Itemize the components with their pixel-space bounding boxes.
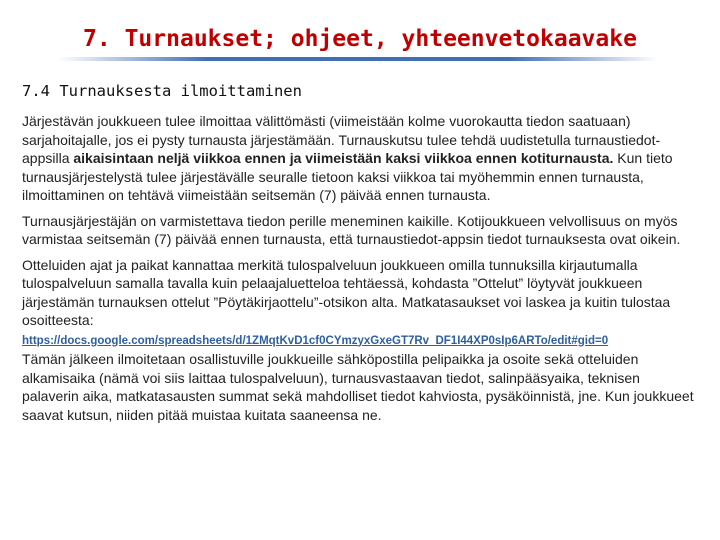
slide-title: 7. Turnaukset; ohjeet, yhteenvetokaavake xyxy=(83,26,637,52)
body-text xyxy=(22,112,700,431)
paragraph-text: Kun tieto turnausjärjestelystä tulee järjestävälle seuralle tietoon kaksi viikkoa tai myöhemmin ennen turnausta, ilmoittaminen on tehtävä viimeistään seitsemän (7) päivää ennen turnausta. xyxy=(22,150,673,203)
deadline-emphasis: aikaisintaan neljä viikkoa ennen ja viimeistään kaksi viikkoa ennen kotiturnausta. xyxy=(73,150,614,166)
paragraph-notification xyxy=(22,112,700,205)
paragraph-verification: Turnausjärjestäjän on varmistettava tiedon perille meneminen kaikille. Kotijoukkueen velvollisuus on myös varmistaa seitsemän (7) päivää ennen turnausta, että turnaustiedot-appsin tiedot turnauksesta ovat oikein. xyxy=(22,212,681,247)
paragraph-text: Järjestävän joukkueen tulee ilmoittaa välittömästi (viimeistään kolme vuorokautta tiedon saatuaan) sarjahoitajalle, jos ei pysty turnausta järjestämään. Turnauskutsu tulee tehdä uudistetulla turnaustiedot-appsilla xyxy=(22,113,661,166)
paragraph-invitation: Tämän jälkeen ilmoitetaan osallistuville joukkueille sähköpostilla pelipaikka ja osoite sekä otteluiden alkamisaika (nämä voi siis laittaa tulospalveluun), turnausvastaavan tiedot, salinpääsyaika, teknisen palaverin aika, matkatasausten summat sekä mahdolliset tiedot kahviosta, pysäköinnistä, jne. Kun joukkueet saavat kutsun, niiden pitää muistaa kuitata saaneensa ne. xyxy=(22,351,694,423)
travel-equalization-link[interactable]: https://docs.google.com/spreadsheets/d/1ZMqtKvD1cf0CYmzyxGxeGT7Rv_DF1I44XP0sIp6ARTo/edit#gid=0 xyxy=(22,334,609,347)
section-heading: 7.4 Turnauksesta ilmoittaminen xyxy=(22,82,302,100)
paragraph-match-times: Otteluiden ajat ja paikat kannattaa merkitä tulospalveluun joukkueen omilla tunnuksilla kirjautumalla tulospalveluun samalla tavalla kuin pelaajaluetteloa tehtäessä, kohdasta ”Ottelut” löytyvät joukkueen järjestämän turnauksen ottelut ”Pöytäkirjaottelu”-otsikon alta. Matkatasaukset voi laskea ja kuitin tulostaa osoitteesta: xyxy=(22,256,671,328)
title-underline xyxy=(58,57,658,61)
